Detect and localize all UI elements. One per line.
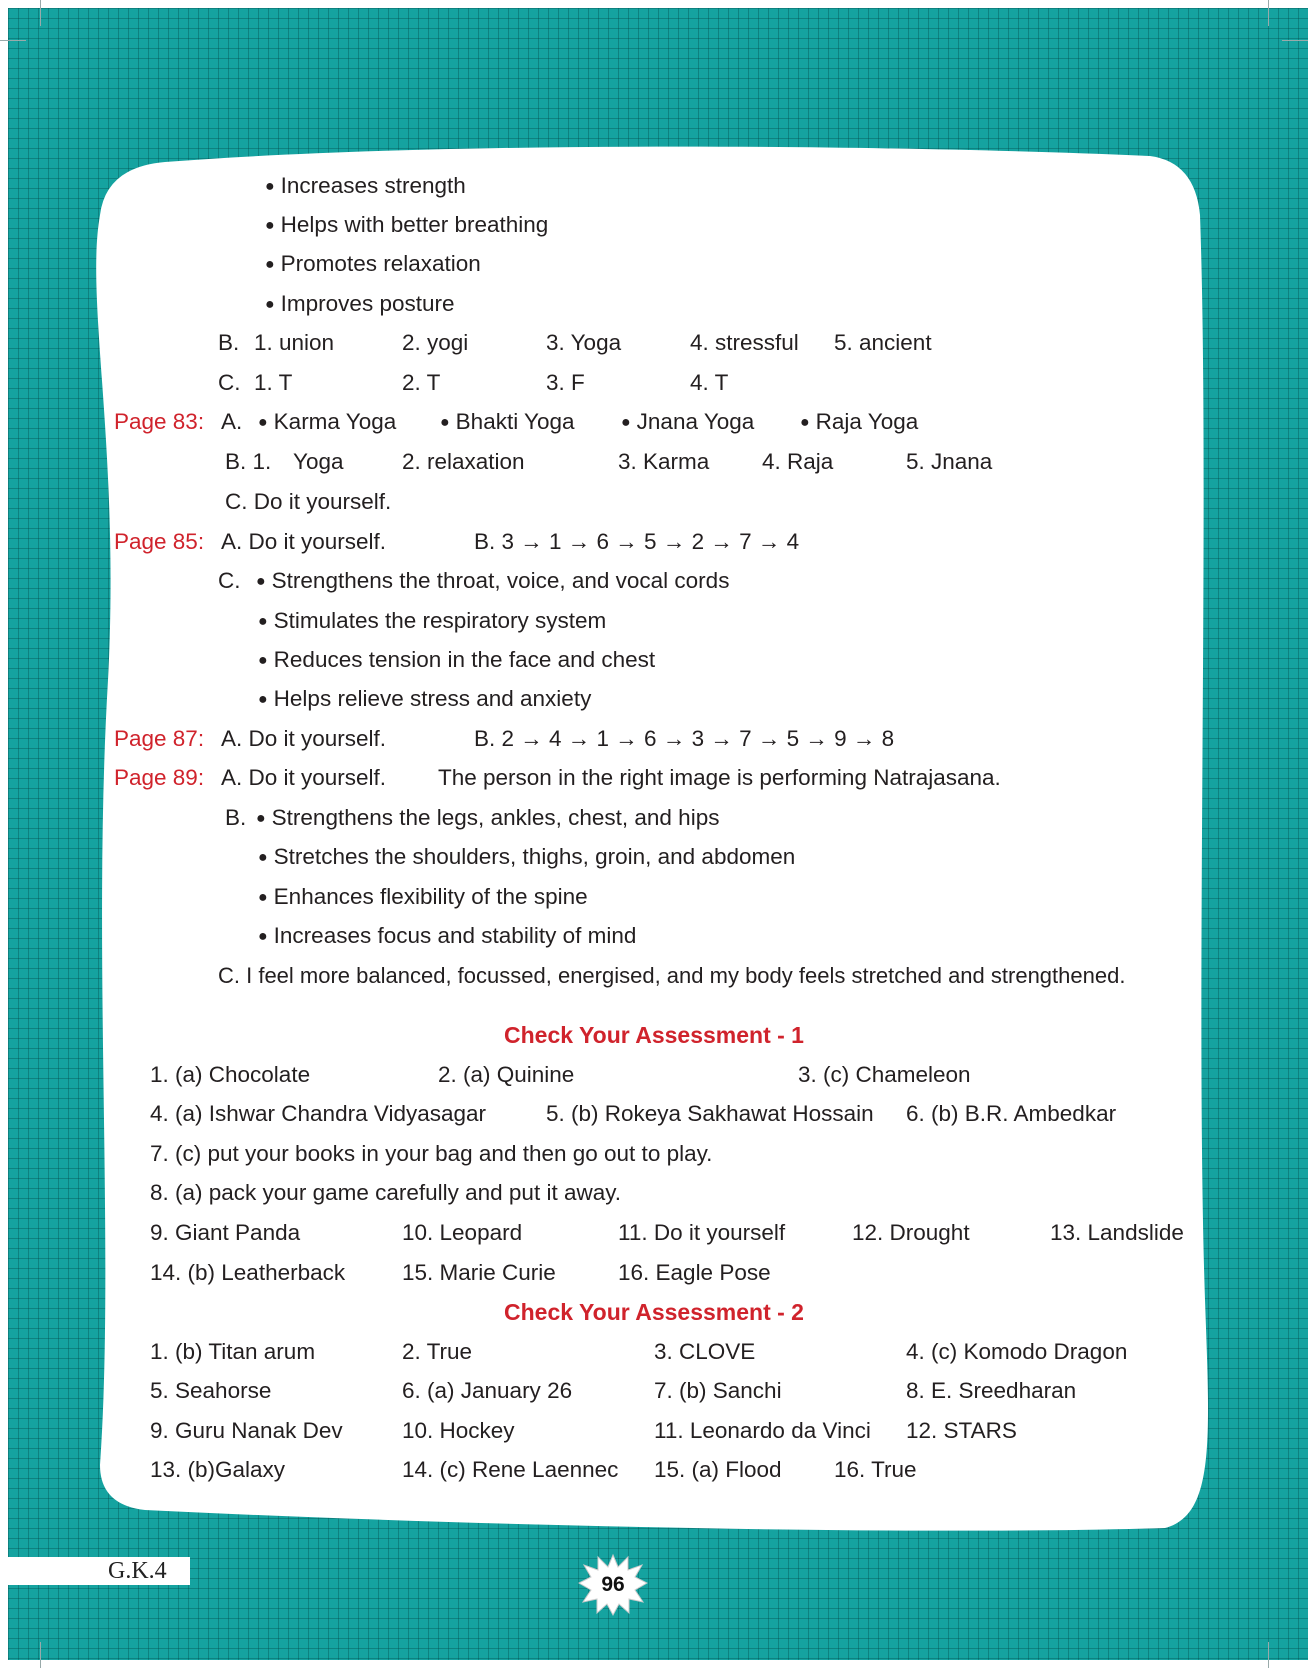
answer-item: 15. Marie Curie — [402, 1260, 556, 1285]
list-item: ● Strengthens the throat, voice, and vocal cords — [256, 568, 730, 593]
answer-item: 11. Do it yourself — [618, 1220, 786, 1245]
list-item: ● Increases focus and stability of mind — [258, 923, 637, 948]
answer-label: B. — [218, 330, 240, 355]
page-ref: Page 83: — [114, 409, 205, 434]
answer-item: ● Jnana Yoga — [621, 409, 755, 434]
answer-note: The person in the right image is performing Natrajasana. — [438, 765, 1001, 790]
answer-item: Yoga — [293, 449, 344, 474]
answer-item: 16. True — [834, 1457, 917, 1482]
list-item: ● Stimulates the respiratory system — [258, 608, 607, 633]
answer-item: 13. (b)Galaxy — [150, 1457, 286, 1482]
answer-item: 15. (a) Flood — [654, 1457, 782, 1482]
answer-item: 4. (a) Ishwar Chandra Vidyasagar — [150, 1101, 487, 1126]
answer-label: B. — [225, 805, 247, 830]
answer-item: 10. Leopard — [402, 1220, 523, 1245]
answer-item: 2. yogi — [402, 330, 469, 355]
answer-item: 5. Seahorse — [150, 1378, 272, 1403]
bullet-icon: ● — [258, 652, 268, 669]
bullet-icon: ● — [258, 849, 268, 866]
bullet-icon: ● — [256, 810, 266, 827]
answer-item: 7. (b) Sanchi — [654, 1378, 782, 1403]
list-item: ● Improves posture — [265, 291, 455, 316]
answer-item: 4. Raja — [762, 449, 834, 474]
list-item: ● Stretches the shoulders, thighs, groin, and abdomen — [258, 844, 796, 869]
list-item: ● Increases strength — [265, 173, 466, 198]
answer-item: 8. E. Sreedharan — [906, 1378, 1077, 1403]
answer-item: 14. (c) Rene Laennec — [402, 1457, 619, 1482]
answer-item: 3. Karma — [618, 449, 710, 474]
section-heading: Check Your Assessment - 1 — [504, 1022, 804, 1048]
list-item: ● Helps with better breathing — [265, 212, 549, 237]
answer-item: 16. Eagle Pose — [618, 1260, 771, 1285]
answer-item: 6. (a) January 26 — [402, 1378, 573, 1403]
answer-item: 4. T — [690, 370, 729, 395]
answer-item: 1. (a) Chocolate — [150, 1062, 311, 1087]
answer-item: 14. (b) Leatherback — [150, 1260, 346, 1285]
answer-line: A. Do it yourself. — [221, 765, 387, 790]
answer-label: C. — [218, 370, 241, 395]
answer-item: 3. CLOVE — [654, 1339, 756, 1364]
answer-item: 8. (a) pack your game carefully and put it away. — [150, 1180, 622, 1205]
page-ref: Page 85: — [114, 529, 205, 554]
bullet-icon: ● — [265, 217, 275, 234]
answer-item: 2. (a) Quinine — [438, 1062, 575, 1087]
answer-item: 2. T — [402, 370, 441, 395]
bullet-icon: ● — [258, 613, 268, 630]
answer-item: 7. (c) put your books in your bag and then go out to play. — [150, 1141, 713, 1166]
answer-item: 1. T — [254, 370, 293, 395]
answer-item: 1. (b) Titan arum — [150, 1339, 316, 1364]
bullet-icon: ● — [800, 414, 810, 431]
answer-label: C. — [218, 568, 241, 593]
answer-item: 3. Yoga — [546, 330, 622, 355]
bullet-icon: ● — [265, 256, 275, 273]
answer-item: ● Bhakti Yoga — [440, 409, 575, 434]
answer-label: B. 1. — [225, 449, 272, 474]
answer-item: 5. (b) Rokeya Sakhawat Hossain — [546, 1101, 874, 1126]
list-item: ● Enhances flexibility of the spine — [258, 884, 588, 909]
answer-item: 9. Guru Nanak Dev — [150, 1418, 343, 1443]
bullet-icon: ● — [258, 928, 268, 945]
answer-item: 9. Giant Panda — [150, 1220, 301, 1245]
list-item: ● Promotes relaxation — [265, 251, 481, 276]
answer-item: 6. (b) B.R. Ambedkar — [906, 1101, 1117, 1126]
answer-item: 1. union — [254, 330, 335, 355]
answer-item: 5. ancient — [834, 330, 932, 355]
bullet-icon: ● — [258, 414, 268, 431]
answer-item: ● Karma Yoga — [258, 409, 397, 434]
answer-line: A. Do it yourself. — [221, 726, 387, 751]
answer-item: 3. (c) Chameleon — [798, 1062, 971, 1087]
answer-item: 5. Jnana — [906, 449, 993, 474]
sequence-answer: B. 3 → 1 → 6 → 5 → 2 → 7 → 4 — [474, 529, 800, 554]
section-heading: Check Your Assessment - 2 — [504, 1299, 804, 1325]
answer-line: A. Do it yourself. — [221, 529, 387, 554]
book-title: G.K.4 — [108, 1558, 167, 1584]
list-item: ● Strengthens the legs, ankles, chest, and hips — [256, 805, 720, 830]
answer-item: 4. stressful — [690, 330, 799, 355]
answer-label: A. — [221, 409, 243, 434]
bullet-icon: ● — [258, 889, 268, 906]
list-item: ● Helps relieve stress and anxiety — [258, 686, 592, 711]
answer-item: 11. Leonardo da Vinci — [654, 1418, 871, 1443]
page-ref: Page 89: — [114, 765, 205, 790]
answer-item: 12. STARS — [906, 1418, 1017, 1443]
answer-item: ● Raja Yoga — [800, 409, 919, 434]
sequence-answer: B. 2 → 4 → 1 → 6 → 3 → 7 → 5 → 9 → 8 — [474, 726, 895, 751]
bullet-icon: ● — [440, 414, 450, 431]
page-number: 96 — [601, 1573, 625, 1596]
bullet-icon: ● — [265, 296, 275, 313]
answer-item: 10. Hockey — [402, 1418, 515, 1443]
bullet-icon: ● — [258, 691, 268, 708]
bullet-icon: ● — [621, 414, 631, 431]
answer-item: 2. relaxation — [402, 449, 525, 474]
page-ref: Page 87: — [114, 726, 205, 751]
answer-item: 12. Drought — [852, 1220, 970, 1245]
answer-line: C. Do it yourself. — [225, 489, 392, 514]
answer-item: 2. True — [402, 1339, 473, 1364]
answer-line: C. I feel more balanced, focussed, energised, and my body feels stretched and strengthened. — [218, 963, 1126, 988]
bullet-icon: ● — [256, 573, 266, 590]
answer-item: 4. (c) Komodo Dragon — [906, 1339, 1128, 1364]
bullet-icon: ● — [265, 178, 275, 195]
list-item: ● Reduces tension in the face and chest — [258, 647, 656, 672]
answer-item: 13. Landslide — [1050, 1220, 1184, 1245]
answer-item: 3. F — [546, 370, 585, 395]
